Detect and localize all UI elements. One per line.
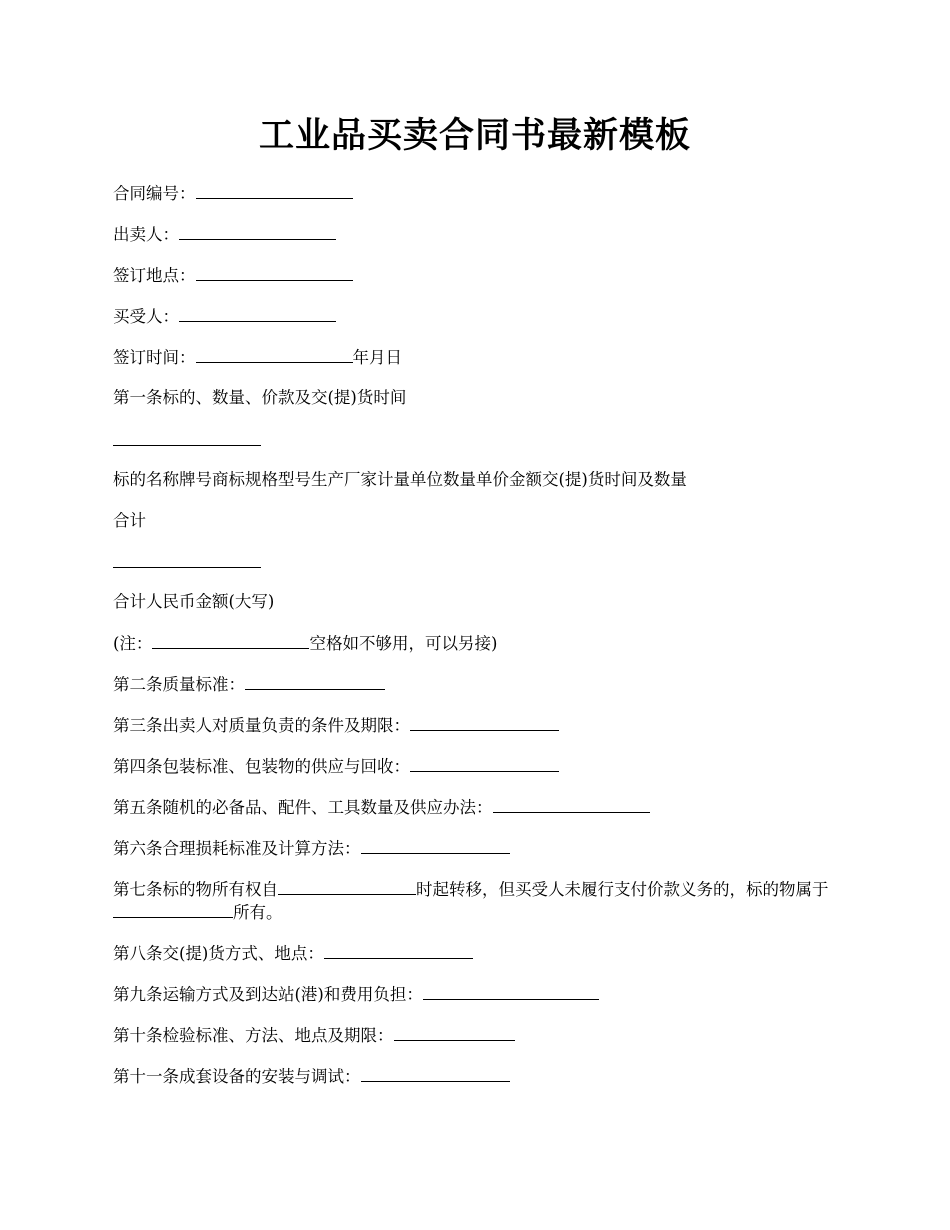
article-1-note-line — [113, 632, 843, 655]
article-10-line — [113, 1024, 843, 1047]
article-7-part1: 第七条标的物所有权自 — [113, 880, 278, 899]
contract-number-line — [113, 182, 843, 205]
sign-place-label: 签订地点： — [113, 266, 196, 285]
article-7-blank-2[interactable] — [113, 901, 233, 918]
article-4-label: 第四条包装标准、包装物的供应与回收： — [113, 757, 410, 776]
article-6-line — [113, 837, 843, 860]
article-5-blank[interactable] — [493, 796, 650, 813]
article-6-blank[interactable] — [361, 837, 510, 854]
blank-rule-1 — [113, 445, 261, 446]
article-3-line — [113, 714, 843, 737]
document-title: 工业品买卖合同书最新模板 — [258, 115, 691, 156]
article-7-part3: 所有。 — [233, 903, 283, 922]
article-11-label: 第十一条成套设备的安装与调试： — [113, 1067, 361, 1086]
sign-time-suffix: 年月日 — [352, 348, 402, 367]
article-7-blank-1[interactable] — [278, 878, 416, 895]
article-11-line — [113, 1065, 843, 1088]
article-9-label: 第九条运输方式及到达站(港)和费用负担： — [113, 985, 423, 1004]
buyer-line — [113, 305, 843, 328]
contract-number-blank[interactable] — [196, 182, 353, 199]
article-9-blank[interactable] — [423, 983, 599, 1000]
buyer-label: 买受人： — [113, 307, 179, 326]
article-1-table-header: 标的名称牌号商标规格型号生产厂家计量单位数量单价金额交(提)货时间及数量 — [113, 470, 687, 489]
article-10-blank[interactable] — [394, 1024, 515, 1041]
article-8-blank[interactable] — [324, 942, 473, 959]
article-11-blank[interactable] — [361, 1065, 510, 1082]
article-1-heading: 第一条标的、数量、价款及交(提)货时间 — [113, 388, 407, 407]
article-9-line — [113, 983, 843, 1006]
article-5-label: 第五条随机的必备品、配件、工具数量及供应办法： — [113, 798, 493, 817]
article-7-part2: 时起转移，但买受人未履行支付价款义务的，标的物属于 — [416, 880, 829, 899]
article-2-line — [113, 673, 843, 696]
seller-line — [113, 223, 843, 246]
sign-place-line — [113, 264, 843, 287]
article-1-total: 合计 — [113, 511, 146, 530]
article-2-blank[interactable] — [245, 673, 385, 690]
article-1-total-rmb: 合计人民币金额(大写) — [113, 592, 275, 611]
article-2-label: 第二条质量标准： — [113, 675, 245, 694]
contract-number-label: 合同编号： — [113, 184, 196, 203]
blank-rule-2 — [113, 567, 261, 568]
note-prefix: (注： — [113, 634, 153, 653]
article-8-line — [113, 942, 843, 965]
buyer-blank[interactable] — [179, 305, 336, 322]
seller-blank[interactable] — [179, 223, 336, 240]
note-blank[interactable] — [152, 632, 309, 649]
sign-time-line — [113, 346, 843, 369]
article-7-line — [113, 878, 833, 924]
article-10-label: 第十条检验标准、方法、地点及期限： — [113, 1026, 394, 1045]
note-suffix: 空格如不够用，可以另接) — [309, 634, 498, 653]
sign-time-blank[interactable] — [196, 346, 353, 363]
article-8-label: 第八条交(提)货方式、地点： — [113, 944, 324, 963]
article-5-line — [113, 796, 843, 819]
article-4-line — [113, 755, 843, 778]
article-3-label: 第三条出卖人对质量负责的条件及期限： — [113, 716, 410, 735]
seller-label: 出卖人： — [113, 225, 179, 244]
article-4-blank[interactable] — [410, 755, 559, 772]
sign-time-label: 签订时间： — [113, 348, 196, 367]
article-3-blank[interactable] — [410, 714, 559, 731]
article-6-label: 第六条合理损耗标准及计算方法： — [113, 839, 361, 858]
sign-place-blank[interactable] — [196, 264, 353, 281]
